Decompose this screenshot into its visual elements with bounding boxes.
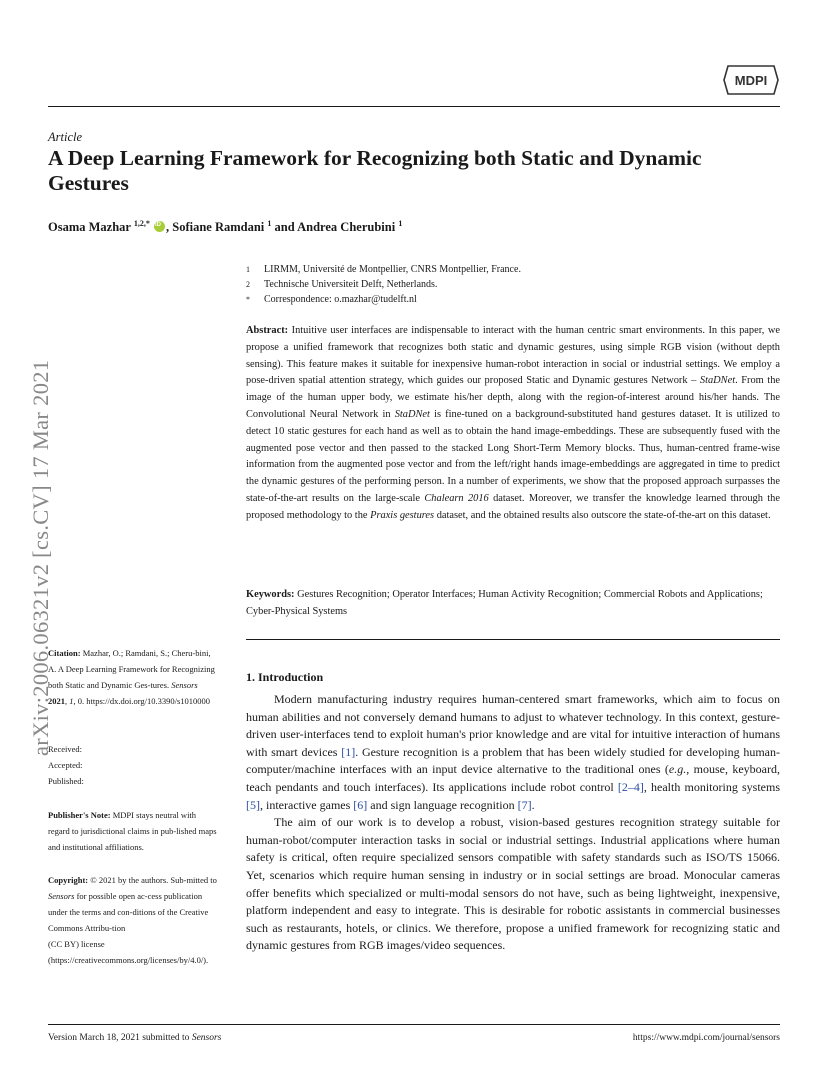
author-2[interactable]: , Sofiane Ramdani [166,220,265,235]
paper-title: A Deep Learning Framework for Recognizing both Static and Dynamic Gestures [48,146,702,195]
publisher-note: Publisher's Note: MDPI stays neutral with regard to jurisdictional claims in pub-lished maps and institutional affiliations. [48,810,217,852]
footer-version: Version March 18, 2021 submitted to Sensors [48,1033,222,1043]
affiliation-item: 2 Technische Universiteit Delft, Netherlands. [246,279,438,290]
abstract: Abstract: Intuitive user interfaces are indispensable to interact with the human centric smart environments. In this paper, we propose a unified framework that recognizes both static and dynamic gestures, using simple RGB vision (without depth sensing). This feature makes it suitable for inexpensive human-robot interaction in social or industrial settings. We employ a pose-driven spatial attention strategy, which guides our proposed Static and Dynamic gestures Network – StaDNet. From the image of the human upper body, we estimate his/her depth, along with the region-of-interest around his/her hands. The Convolutional Neural Network in StaDNet is fine-tuned on a background-substituted hand gestures dataset. It is utilized to detect 10 static gestures for each hand as well as to obtain the hand image-embeddings. These are subsequently fused with the augmented pose vector and then passed to the stacked Long Short-Term Memory blocks. Thus, human-centred frame-wise information from the augmented pose vector and from the left/right hands image-embeddings are aggregated in time to predict the dynamic gestures of the performing person. In a number of experiments, we show that the proposed approach surpasses the state-of-the-art results on the large-scale Chalearn 2016 dataset. Moreover, we transfer the knowledge learned through the proposed methodology to the Praxis gestures dataset, and the obtained results also outscore the state-of-the-art on this dataset. [246,325,780,521]
author-1-affil: 1,2,* [133,219,150,228]
license-link[interactable]: (CC BY) license (https://creativecommons.org/licenses/by/4.0/). [48,939,209,965]
header-rule [48,106,780,107]
intro-paragraph-1: Modern manufacturing industry requires human-centered smart frameworks, which aim to focus on human abilities and not conversely demand humans to adjust to whatever technology. In this context, gesture-driven user-interfaces tend to exploit human's prior knowledge and are vital for intuitive interaction of humans with smart devices [1]. Gesture recognition is a problem that has been widely studied for developing human-computer/machine interfaces with an input device alternative to the traditional ones (e.g., mouse, keyboard, teach pendants and touch interfaces). Its applications include robot control [2–4], health monitoring systems [5], interactive games [6] and sign language recognition [7]. [246,692,781,812]
accepted-label: Accepted: [48,760,83,770]
mdpi-logo [722,64,780,96]
article-type: Article [48,130,83,144]
citation-link[interactable]: [6] [353,797,368,812]
svg-text:arXiv:2006.06321v2 [cs.CV] 1: arXiv:2006.06321v2 [cs.CV] 17 Mar 2021 [28,359,53,756]
dates-block [48,741,218,789]
section-heading: 1. Introduction [246,670,324,684]
author-3-affil: 1 [398,219,403,228]
orcid-icon[interactable] [154,221,165,232]
citation-link[interactable]: [5] [246,797,260,812]
copyright-block: Copyright: © 2021 by the authors. Sub-mitted to Sensors for possible open ac-cess publication under the terms and con-ditions of the Creative Commons Attribu-tion (CC BY) license (https://creativecommons.org/licenses/by/4.0/). [48,875,217,965]
intro-paragraph-2: The aim of our work is to develop a robust, vision-based gestures recognition strategy suitable for human-robot/computer interaction tasks in social or industrial settings. Industrial applications where human safety is critical, often require specialized sensors compatible with safety standards such as ISO/TS 15066. Yet, scenarios which require human sensing in industry or in social settings are broad. Monocular cameras offer benefits which specialized or multi-modal sensors do not have, such as being lightweight, inexpensive, platform independent and easy to integrate. This is desirable for robotic assistants in commercial businesses such as restaurants, hotels, or clinics. We therefore, propose a unified framework for recognizing static and dynamic gestures from RGB images/video sequences. [246,815,780,953]
affiliations [246,262,521,307]
logo-text: MDPI [734,73,768,88]
affiliation-item: 1 LIRMM, Université de Montpellier, CNRS Montpellier, France. [246,264,521,275]
footer-rule [48,1024,780,1025]
author-list [48,219,402,235]
abstract-label: Abstract: [246,325,289,336]
published-label: Published: [48,776,84,786]
citation-link[interactable]: [1] [341,744,356,759]
doi-link[interactable]: , 0. https://dx.doi.org/10.3390/s1010000 [73,696,211,706]
author-1[interactable]: Osama Mazhar [48,220,131,235]
author-3[interactable]: and Andrea Cherubini [274,220,396,235]
keywords: Keywords: Gestures Recognition; Operator Interfaces; Human Activity Recognition; Commercial Robots and Applications; Cyber-Physical Systems [246,589,763,617]
keywords-label: Keywords: [246,589,295,600]
correspondence: * Correspondence: o.mazhar@tudelft.nl [246,294,417,305]
received-label: Received: [48,744,82,754]
author-2-affil: 1 [267,219,272,228]
intro-body [246,691,780,955]
journal-url[interactable]: https://www.mdpi.com/journal/sensors [632,1033,780,1043]
abstract-rule [246,639,780,640]
citation-block: Citation: Mazhar, O.; Ramdani, S.; Cheru-bini, A. A Deep Learning Framework for Recognizing both Static and Dynamic Ges-tures. Sensors 2021, 1, 0. https://dx.doi.org/10.3390/s1010000 [48,648,215,706]
citation-link[interactable]: [2–4] [617,779,644,794]
citation-link[interactable]: [7] [517,797,532,812]
